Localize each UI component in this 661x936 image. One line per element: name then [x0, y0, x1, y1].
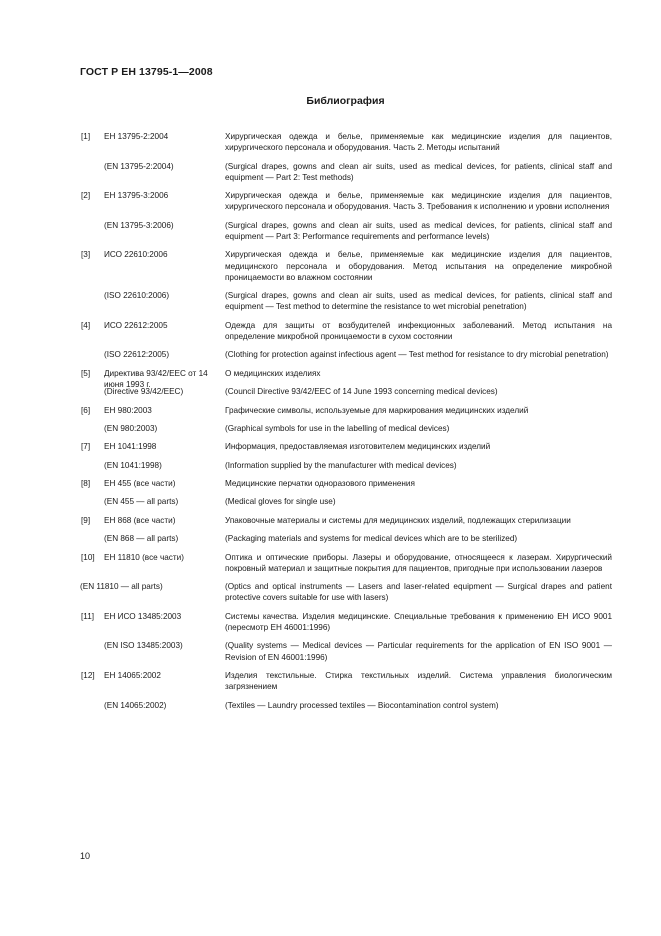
entry-reference: ЕН 11810 (все части) [104, 552, 184, 562]
entry-reference: ЕН 13795-3:2006 [104, 191, 169, 201]
entry-description: (Surgical drapes, gowns and clean air suits, used as medical devices, for patients, clinical staff and equipment — Test method to determine the resistance to wet microbial penetration) [225, 291, 612, 312]
entry-reference: ЕН ИСО 13485:2003 [104, 611, 182, 621]
entry-reference: (ЕN 455 — all parts) [104, 497, 179, 507]
bibliography-entry [80, 441, 612, 452]
entry-description: Системы качества. Изделия медицинские. Специальные требования к применению ЕН ИСО 9001 (пересмотр ЕН 46001:1996) [225, 611, 612, 633]
entry-reference: ИСО 22610:2006 [104, 250, 168, 260]
bibliography-entry [80, 349, 612, 360]
entry-description: Хирургическая одежда и белье, применяемые как медицинские изделия для пациентов, хирургического персонала и оборудования. Часть 2. Методы испытаний [225, 132, 612, 153]
bibliography-entry [80, 478, 612, 489]
bibliography-entry [80, 131, 612, 153]
section-title: Библиография [306, 95, 385, 107]
entry-number: [7] [81, 442, 91, 452]
entry-description: (Surgical drapes, gowns and clean air suits, used as medical devices, for patients, clinical staff and equipment — Part 3: Performance requirements and performance levels) [225, 220, 612, 241]
entry-reference: ЕН 868 (все части) [104, 515, 176, 525]
entry-description: Графические символы, используемые для маркирования медицинских изделий [225, 405, 529, 415]
entry-reference: (Directive 93/42/EEC) [104, 387, 184, 397]
bibliography-entry [80, 515, 612, 526]
entry-number: [1] [81, 132, 91, 141]
entry-reference: (ISO 22612:2005) [104, 350, 170, 360]
bibliography-entry [80, 405, 612, 416]
entry-description: Хирургическая одежда и белье, применяемые как медицинские изделия для пациентов, медицинского персонала и оборудования. Метод испытания на определение микробной проницаемости во влажном состоянии [225, 250, 612, 282]
entry-number: [2] [81, 191, 91, 201]
bibliography-entry [80, 190, 612, 212]
bibliography-entry [80, 460, 612, 471]
entry-description: (Quality systems — Medical devices — Particular requirements for the application of EN ISO 9001 — Revision of EN 46001:1996) [225, 641, 612, 662]
bibliography-entry [80, 552, 612, 574]
entry-reference: ИСО 22612:2005 [104, 320, 168, 330]
bibliography-entry [80, 386, 612, 397]
bibliography-entry [80, 368, 612, 389]
entry-description: Оптика и оптические приборы. Лазеры и оборудование, относящееся к лазерам. Хирургический покровный материал и защитные покрытия для пациентов, пригодные при использовании лазеров [225, 552, 612, 573]
entry-reference: (ЕN 980:2003) [104, 423, 158, 433]
entry-number: [3] [81, 250, 91, 260]
entry-number: [9] [81, 515, 91, 525]
entry-reference: (ЕN 1041:1998) [104, 460, 162, 470]
entry-reference: ЕН 980:2003 [104, 405, 152, 415]
bibliography-entry [80, 670, 612, 692]
bibliography-entry [80, 700, 612, 711]
entry-description: (Council Directive 93/42/EEC of 14 June 1993 concerning medical devices) [225, 387, 498, 397]
entry-reference: (ISO 22610:2006) [104, 291, 170, 301]
entry-description: (Optics and optical instruments — Lasers and laser-related equipment — Surgical drapes and patient protective covers suitable for use with lasers) [225, 582, 612, 603]
entry-number: [10] [81, 552, 95, 562]
page-number: 10 [80, 851, 91, 861]
entry-number: [5] [81, 368, 91, 378]
entry-reference: ЕН 13795-2:2004 [104, 132, 169, 141]
bibliography-entry [80, 533, 612, 544]
entry-description: (Surgical drapes, gowns and clean air suits, used as medical devices, for patients, clinical staff and equipment — Part 2: Test methods) [225, 161, 612, 182]
bibliography-entry [80, 423, 612, 434]
entry-description: (Information supplied by the manufacturer with medical devices) [225, 460, 457, 470]
bibliography-entry [80, 161, 612, 183]
entry-reference: ЕН 14065:2002 [104, 671, 161, 681]
entry-reference: (ЕN 11810 — all parts) [80, 582, 163, 592]
entry-number: [11] [81, 611, 95, 621]
bibliography-entry [80, 640, 612, 662]
entry-description: (Textiles — Laundry processed textiles — Biocontamination control system) [225, 700, 499, 710]
entry-description: Изделия текстильные. Стирка текстильных изделий. Система управления биологическим загрязнением [225, 671, 612, 692]
document-code: ГОСТ Р ЕН 13795-1—2008 [80, 66, 213, 78]
entry-reference: Директива 93/42/ЕЕС от 14 июня 1993 г. [104, 368, 208, 389]
entry-reference: (ЕN ISO 13485:2003) [104, 641, 183, 651]
entry-description: О медицинских изделиях [225, 368, 321, 378]
bibliography-entry [80, 581, 612, 603]
entry-description: Одежда для защиты от возбудителей инфекционных заболеваний. Метод испытания на определение микробной проницаемости в сухом состоянии [225, 320, 612, 341]
entry-description: (Packaging materials and systems for medical devices which are to be sterilized) [225, 534, 518, 544]
entry-reference: (ЕN 13795-3:2006) [104, 220, 174, 230]
entry-number: [12] [81, 671, 95, 681]
entry-number: [4] [81, 320, 91, 330]
entry-reference: (ЕN 13795-2:2004) [104, 161, 174, 171]
entry-description: (Clothing for protection against infectious agent — Test method for resistance to dry microbial penetration) [225, 350, 609, 360]
entry-description: Информация, предоставляемая изготовителем медицинских изделий [225, 442, 491, 452]
entry-description: Медицинские перчатки одноразового применения [225, 479, 415, 489]
entry-reference: (ЕN 14065:2002) [104, 700, 167, 710]
entry-description: Упаковочные материалы и системы для медицинских изделий, подлежащих стерилизации [225, 515, 571, 525]
entry-description: Хирургическая одежда и белье, применяемые как медицинские изделия для пациентов, хирургического персонала и оборудования. Часть 3. Требования к исполнению и уровни исполнения [225, 191, 612, 212]
entry-number: [8] [81, 479, 91, 489]
entry-description: (Medical gloves for single use) [225, 497, 336, 507]
entry-number: [6] [81, 405, 91, 415]
bibliography-entry [80, 496, 612, 507]
bibliography-entry [80, 249, 612, 283]
entry-description: (Graphical symbols for use in the labelling of medical devices) [225, 423, 450, 433]
bibliography-list [80, 131, 612, 718]
bibliography-entry [80, 320, 612, 342]
entry-reference: ЕН 1041:1998 [104, 442, 157, 452]
bibliography-entry [80, 611, 612, 633]
entry-reference: (ЕN 868 — all parts) [104, 534, 179, 544]
bibliography-entry [80, 220, 612, 242]
entry-reference: ЕН 455 (все части) [104, 479, 176, 489]
bibliography-entry [80, 290, 612, 312]
